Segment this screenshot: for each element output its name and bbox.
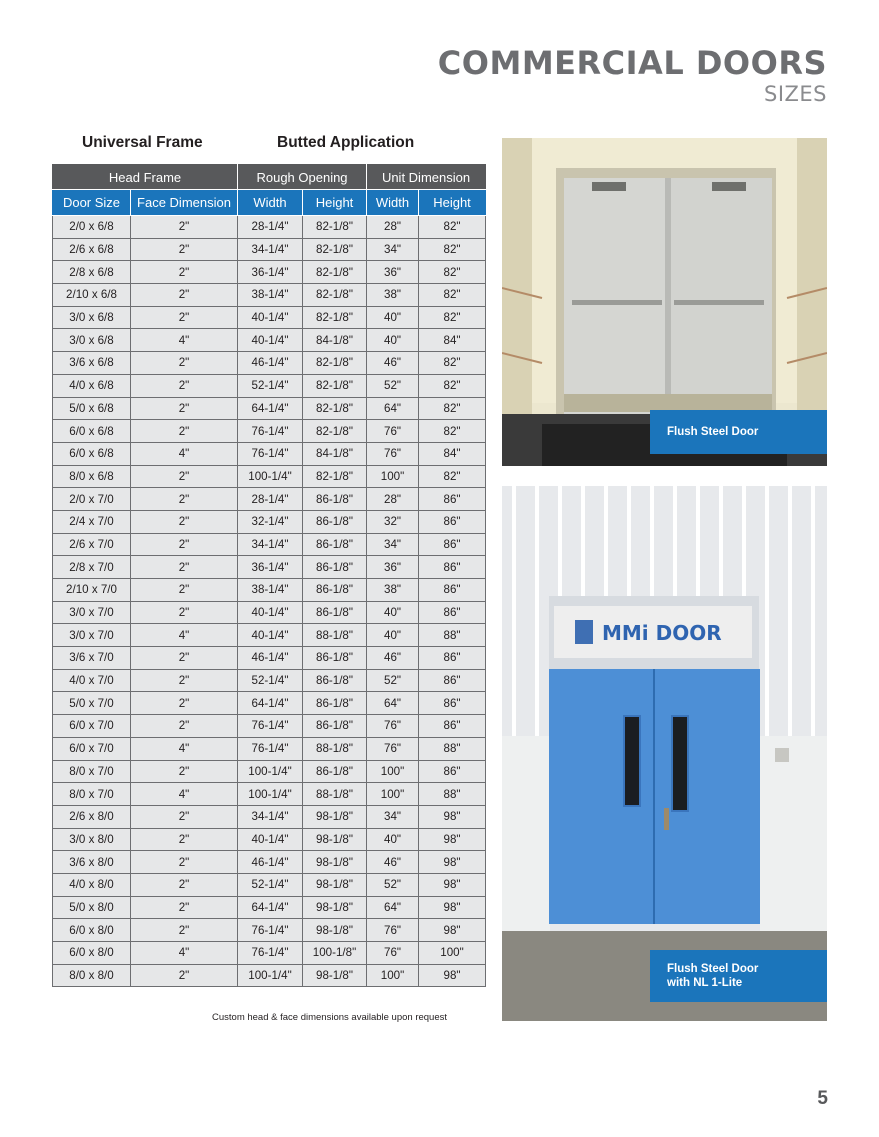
rough-width-cell: 40-1/4"	[238, 624, 303, 647]
unit-height-cell: 82"	[419, 397, 486, 420]
table-row	[53, 556, 486, 579]
face-dimension-cell: 4"	[131, 783, 238, 806]
rough-height-cell: 88-1/8"	[303, 783, 367, 806]
face-dimension-cell: 4"	[131, 942, 238, 965]
rough-width-cell: 52-1/4"	[238, 873, 303, 896]
face-dimension-cell: 2"	[131, 896, 238, 919]
rough-height-cell: 86-1/8"	[303, 601, 367, 624]
door-size-cell: 2/10 x 7/0	[53, 579, 131, 602]
face-dimension-cell: 2"	[131, 374, 238, 397]
door-size-cell: 5/0 x 7/0	[53, 692, 131, 715]
unit-height-cell: 88"	[419, 624, 486, 647]
rough-height-cell: 86-1/8"	[303, 715, 367, 738]
door-size-cell: 6/0 x 8/0	[53, 942, 131, 965]
page-subtitle: SIZES	[763, 82, 827, 106]
page-number: 5	[817, 1088, 828, 1109]
face-dimension-cell: 2"	[131, 533, 238, 556]
unit-height-cell: 86"	[419, 669, 486, 692]
table-row	[53, 942, 486, 965]
custom-dimensions-note: Custom head & face dimensions available upon request	[212, 1012, 448, 1023]
unit-width-cell: 76"	[367, 420, 419, 443]
photo2-caption	[650, 950, 827, 1002]
door-size-cell: 8/0 x 8/0	[53, 964, 131, 987]
unit-height-cell: 98"	[419, 919, 486, 942]
rough-height-cell: 82-1/8"	[303, 216, 367, 239]
face-dimension-cell: 2"	[131, 692, 238, 715]
door-size-cell: 3/6 x 7/0	[53, 647, 131, 670]
door-size-cell: 8/0 x 7/0	[53, 760, 131, 783]
unit-height-cell: 86"	[419, 556, 486, 579]
unit-height-cell: 88"	[419, 783, 486, 806]
unit-width-cell: 40"	[367, 624, 419, 647]
door-size-cell: 6/0 x 7/0	[53, 737, 131, 760]
rough-width-cell: 46-1/4"	[238, 647, 303, 670]
flush-steel-door-nl-photo	[502, 486, 827, 1021]
table-row	[53, 465, 486, 488]
table-row	[53, 374, 486, 397]
unit-height-cell: 82"	[419, 465, 486, 488]
face-dimension-cell: 2"	[131, 284, 238, 307]
unit-height-cell: 98"	[419, 873, 486, 896]
rough-height-cell: 82-1/8"	[303, 284, 367, 307]
rough-width-cell: 64-1/4"	[238, 692, 303, 715]
table-row	[53, 397, 486, 420]
table-row	[53, 579, 486, 602]
unit-width-cell: 76"	[367, 442, 419, 465]
table-row	[53, 669, 486, 692]
table-row	[53, 329, 486, 352]
unit-height-cell: 86"	[419, 510, 486, 533]
door-size-cell: 6/0 x 6/8	[53, 442, 131, 465]
door-size-cell: 2/6 x 6/8	[53, 238, 131, 261]
table-row	[53, 715, 486, 738]
unit-height-cell: 84"	[419, 442, 486, 465]
face-dimension-cell: 2"	[131, 715, 238, 738]
table-row	[53, 442, 486, 465]
unit-width-cell: 64"	[367, 896, 419, 919]
rough-height-cell: 98-1/8"	[303, 828, 367, 851]
table-row	[53, 828, 486, 851]
table-row	[53, 488, 486, 511]
rough-width-cell: 34-1/4"	[238, 238, 303, 261]
unit-height-cell: 98"	[419, 805, 486, 828]
unit-height-cell: 86"	[419, 715, 486, 738]
rough-width-cell: 76-1/4"	[238, 715, 303, 738]
rough-width-cell: 32-1/4"	[238, 510, 303, 533]
face-dimension-cell: 2"	[131, 919, 238, 942]
door-size-cell: 2/10 x 6/8	[53, 284, 131, 307]
table-row	[53, 805, 486, 828]
face-dimension-cell: 2"	[131, 488, 238, 511]
unit-width-cell: 28"	[367, 216, 419, 239]
table-row	[53, 533, 486, 556]
face-dimension-cell: 2"	[131, 352, 238, 375]
table-body	[53, 216, 486, 987]
face-dimension-cell: 4"	[131, 329, 238, 352]
door-size-cell: 3/0 x 7/0	[53, 601, 131, 624]
unit-width-cell: 100"	[367, 783, 419, 806]
rough-height-cell: 88-1/8"	[303, 737, 367, 760]
rough-width-cell: 38-1/4"	[238, 284, 303, 307]
door-size-cell: 6/0 x 8/0	[53, 919, 131, 942]
door-sizes-table	[52, 164, 486, 987]
door-size-cell: 2/4 x 7/0	[53, 510, 131, 533]
face-dimension-cell: 2"	[131, 647, 238, 670]
table-row	[53, 284, 486, 307]
rough-height-cell: 86-1/8"	[303, 510, 367, 533]
rough-height-cell: 86-1/8"	[303, 760, 367, 783]
face-dimension-cell: 4"	[131, 624, 238, 647]
rough-width-cell: 36-1/4"	[238, 261, 303, 284]
rough-width-cell: 100-1/4"	[238, 760, 303, 783]
unit-height-cell: 86"	[419, 601, 486, 624]
rough-height-cell: 82-1/8"	[303, 306, 367, 329]
rough-height-header: Height	[303, 190, 367, 216]
unit-height-cell: 86"	[419, 533, 486, 556]
rough-opening-header: Rough Opening	[238, 165, 367, 190]
face-dimension-cell: 2"	[131, 510, 238, 533]
unit-height-cell: 84"	[419, 329, 486, 352]
door-size-cell: 4/0 x 8/0	[53, 873, 131, 896]
unit-height-cell: 98"	[419, 851, 486, 874]
table-row	[53, 352, 486, 375]
table-row	[53, 510, 486, 533]
unit-width-cell: 40"	[367, 601, 419, 624]
door-size-cell: 6/0 x 7/0	[53, 715, 131, 738]
unit-width-cell: 46"	[367, 647, 419, 670]
door-size-cell: 2/8 x 7/0	[53, 556, 131, 579]
face-dimension-cell: 2"	[131, 306, 238, 329]
unit-width-cell: 100"	[367, 964, 419, 987]
door-size-cell: 3/6 x 8/0	[53, 851, 131, 874]
rough-width-cell: 46-1/4"	[238, 352, 303, 375]
rough-height-cell: 86-1/8"	[303, 647, 367, 670]
unit-width-cell: 28"	[367, 488, 419, 511]
unit-height-cell: 88"	[419, 737, 486, 760]
rough-width-cell: 76-1/4"	[238, 919, 303, 942]
unit-height-cell: 86"	[419, 692, 486, 715]
unit-width-cell: 34"	[367, 805, 419, 828]
door-size-header: Door Size	[53, 190, 131, 216]
unit-width-cell: 32"	[367, 510, 419, 533]
door-size-cell: 3/0 x 8/0	[53, 828, 131, 851]
unit-height-cell: 82"	[419, 284, 486, 307]
face-dimension-header: Face Dimension	[131, 190, 238, 216]
unit-width-cell: 34"	[367, 533, 419, 556]
rough-height-cell: 98-1/8"	[303, 851, 367, 874]
unit-height-cell: 98"	[419, 896, 486, 919]
rough-height-cell: 82-1/8"	[303, 261, 367, 284]
rough-height-cell: 86-1/8"	[303, 488, 367, 511]
rough-width-cell: 100-1/4"	[238, 964, 303, 987]
universal-frame-label: Universal Frame	[82, 134, 203, 151]
mmi-door-sign-text: MMi DOOR	[602, 621, 722, 645]
door-size-cell: 3/0 x 6/8	[53, 306, 131, 329]
blue-door-illustration	[502, 486, 827, 1021]
unit-height-cell: 86"	[419, 647, 486, 670]
unit-width-cell: 36"	[367, 261, 419, 284]
table-row	[53, 647, 486, 670]
unit-height-cell: 100"	[419, 942, 486, 965]
unit-height-cell: 82"	[419, 352, 486, 375]
unit-height-cell: 82"	[419, 261, 486, 284]
unit-width-cell: 52"	[367, 669, 419, 692]
face-dimension-cell: 2"	[131, 873, 238, 896]
rough-width-cell: 76-1/4"	[238, 420, 303, 443]
page-title: COMMERCIAL DOORS	[437, 44, 827, 82]
table-row	[53, 737, 486, 760]
table-row	[53, 783, 486, 806]
unit-height-cell: 82"	[419, 374, 486, 397]
unit-width-cell: 40"	[367, 828, 419, 851]
rough-width-cell: 34-1/4"	[238, 533, 303, 556]
rough-width-cell: 34-1/4"	[238, 805, 303, 828]
photo2-caption-line-1: Flush Steel Door	[667, 963, 759, 975]
rough-height-cell: 86-1/8"	[303, 669, 367, 692]
unit-height-cell: 82"	[419, 216, 486, 239]
table-row	[53, 851, 486, 874]
door-size-cell: 2/6 x 8/0	[53, 805, 131, 828]
door-size-cell: 4/0 x 6/8	[53, 374, 131, 397]
rough-width-cell: 64-1/4"	[238, 896, 303, 919]
rough-width-cell: 76-1/4"	[238, 442, 303, 465]
unit-width-cell: 36"	[367, 556, 419, 579]
rough-width-cell: 40-1/4"	[238, 329, 303, 352]
face-dimension-cell: 2"	[131, 669, 238, 692]
butted-application-label: Butted Application	[277, 134, 415, 151]
rough-height-cell: 98-1/8"	[303, 964, 367, 987]
rough-width-cell: 64-1/4"	[238, 397, 303, 420]
face-dimension-cell: 2"	[131, 238, 238, 261]
unit-width-cell: 76"	[367, 715, 419, 738]
table-row	[53, 760, 486, 783]
table-row	[53, 238, 486, 261]
door-size-cell: 4/0 x 7/0	[53, 669, 131, 692]
rough-height-cell: 82-1/8"	[303, 238, 367, 261]
photo1-caption	[650, 410, 827, 454]
unit-width-cell: 64"	[367, 397, 419, 420]
rough-height-cell: 82-1/8"	[303, 465, 367, 488]
face-dimension-cell: 2"	[131, 397, 238, 420]
rough-height-cell: 86-1/8"	[303, 556, 367, 579]
unit-height-cell: 86"	[419, 488, 486, 511]
unit-width-cell: 76"	[367, 737, 419, 760]
rough-width-cell: 40-1/4"	[238, 306, 303, 329]
door-size-cell: 3/6 x 6/8	[53, 352, 131, 375]
face-dimension-cell: 2"	[131, 556, 238, 579]
rough-width-cell: 100-1/4"	[238, 465, 303, 488]
door-size-cell: 2/0 x 7/0	[53, 488, 131, 511]
unit-height-cell: 82"	[419, 306, 486, 329]
unit-height-cell: 98"	[419, 964, 486, 987]
head-frame-header: Head Frame	[53, 165, 238, 190]
rough-width-cell: 38-1/4"	[238, 579, 303, 602]
photo1-caption-line: Flush Steel Door	[667, 426, 759, 438]
unit-height-cell: 98"	[419, 828, 486, 851]
unit-height-cell: 86"	[419, 760, 486, 783]
rough-height-cell: 86-1/8"	[303, 533, 367, 556]
rough-height-cell: 86-1/8"	[303, 692, 367, 715]
unit-height-header: Height	[419, 190, 486, 216]
rough-width-cell: 36-1/4"	[238, 556, 303, 579]
door-size-cell: 3/0 x 6/8	[53, 329, 131, 352]
flush-steel-door-photo	[502, 138, 827, 466]
door-size-cell: 5/0 x 8/0	[53, 896, 131, 919]
rough-height-cell: 84-1/8"	[303, 329, 367, 352]
unit-width-cell: 52"	[367, 873, 419, 896]
rough-height-cell: 88-1/8"	[303, 624, 367, 647]
rough-width-cell: 52-1/4"	[238, 374, 303, 397]
table-row	[53, 624, 486, 647]
rough-width-cell: 76-1/4"	[238, 942, 303, 965]
table-row	[53, 919, 486, 942]
face-dimension-cell: 2"	[131, 760, 238, 783]
table-row	[53, 261, 486, 284]
face-dimension-cell: 4"	[131, 737, 238, 760]
door-size-cell: 2/6 x 7/0	[53, 533, 131, 556]
face-dimension-cell: 2"	[131, 216, 238, 239]
unit-width-cell: 46"	[367, 352, 419, 375]
unit-width-cell: 100"	[367, 760, 419, 783]
rough-width-cell: 40-1/4"	[238, 828, 303, 851]
unit-width-cell: 38"	[367, 284, 419, 307]
face-dimension-cell: 2"	[131, 601, 238, 624]
door-size-cell: 8/0 x 7/0	[53, 783, 131, 806]
table-row	[53, 964, 486, 987]
face-dimension-cell: 2"	[131, 420, 238, 443]
rough-width-cell: 28-1/4"	[238, 216, 303, 239]
unit-width-cell: 52"	[367, 374, 419, 397]
face-dimension-cell: 2"	[131, 465, 238, 488]
face-dimension-cell: 2"	[131, 261, 238, 284]
face-dimension-cell: 2"	[131, 805, 238, 828]
face-dimension-cell: 4"	[131, 442, 238, 465]
group-header-row	[53, 165, 486, 190]
door-size-cell: 2/0 x 6/8	[53, 216, 131, 239]
unit-height-cell: 86"	[419, 579, 486, 602]
table-row	[53, 873, 486, 896]
rough-width-cell: 40-1/4"	[238, 601, 303, 624]
unit-width-cell: 64"	[367, 692, 419, 715]
door-size-cell: 6/0 x 6/8	[53, 420, 131, 443]
face-dimension-cell: 2"	[131, 851, 238, 874]
unit-width-cell: 40"	[367, 306, 419, 329]
unit-width-cell: 38"	[367, 579, 419, 602]
table-row	[53, 692, 486, 715]
unit-width-header: Width	[367, 190, 419, 216]
rough-height-cell: 98-1/8"	[303, 873, 367, 896]
face-dimension-cell: 2"	[131, 828, 238, 851]
unit-height-cell: 82"	[419, 238, 486, 261]
rough-height-cell: 82-1/8"	[303, 352, 367, 375]
rough-height-cell: 82-1/8"	[303, 420, 367, 443]
rough-height-cell: 98-1/8"	[303, 805, 367, 828]
rough-height-cell: 98-1/8"	[303, 896, 367, 919]
unit-width-cell: 46"	[367, 851, 419, 874]
face-dimension-cell: 2"	[131, 964, 238, 987]
rough-width-cell: 100-1/4"	[238, 783, 303, 806]
rough-height-cell: 82-1/8"	[303, 374, 367, 397]
rough-height-cell: 86-1/8"	[303, 579, 367, 602]
column-header-row	[53, 190, 486, 216]
unit-width-cell: 76"	[367, 942, 419, 965]
face-dimension-cell: 2"	[131, 579, 238, 602]
unit-height-cell: 82"	[419, 420, 486, 443]
rough-width-cell: 28-1/4"	[238, 488, 303, 511]
rough-width-cell: 46-1/4"	[238, 851, 303, 874]
unit-dimension-header: Unit Dimension	[367, 165, 486, 190]
rough-width-cell: 76-1/4"	[238, 737, 303, 760]
table-row	[53, 601, 486, 624]
door-size-cell: 5/0 x 6/8	[53, 397, 131, 420]
unit-width-cell: 40"	[367, 329, 419, 352]
table-row	[53, 306, 486, 329]
door-size-cell: 2/8 x 6/8	[53, 261, 131, 284]
rough-height-cell: 100-1/8"	[303, 942, 367, 965]
table-row	[53, 896, 486, 919]
unit-width-cell: 100"	[367, 465, 419, 488]
rough-height-cell: 98-1/8"	[303, 919, 367, 942]
unit-width-cell: 76"	[367, 919, 419, 942]
photo2-caption-line-2: with NL 1-Lite	[667, 977, 743, 989]
door-size-cell: 8/0 x 6/8	[53, 465, 131, 488]
rough-height-cell: 82-1/8"	[303, 397, 367, 420]
table-row	[53, 420, 486, 443]
rough-height-cell: 84-1/8"	[303, 442, 367, 465]
door-size-cell: 3/0 x 7/0	[53, 624, 131, 647]
unit-width-cell: 34"	[367, 238, 419, 261]
table-row	[53, 216, 486, 239]
rough-width-header: Width	[238, 190, 303, 216]
rough-width-cell: 52-1/4"	[238, 669, 303, 692]
